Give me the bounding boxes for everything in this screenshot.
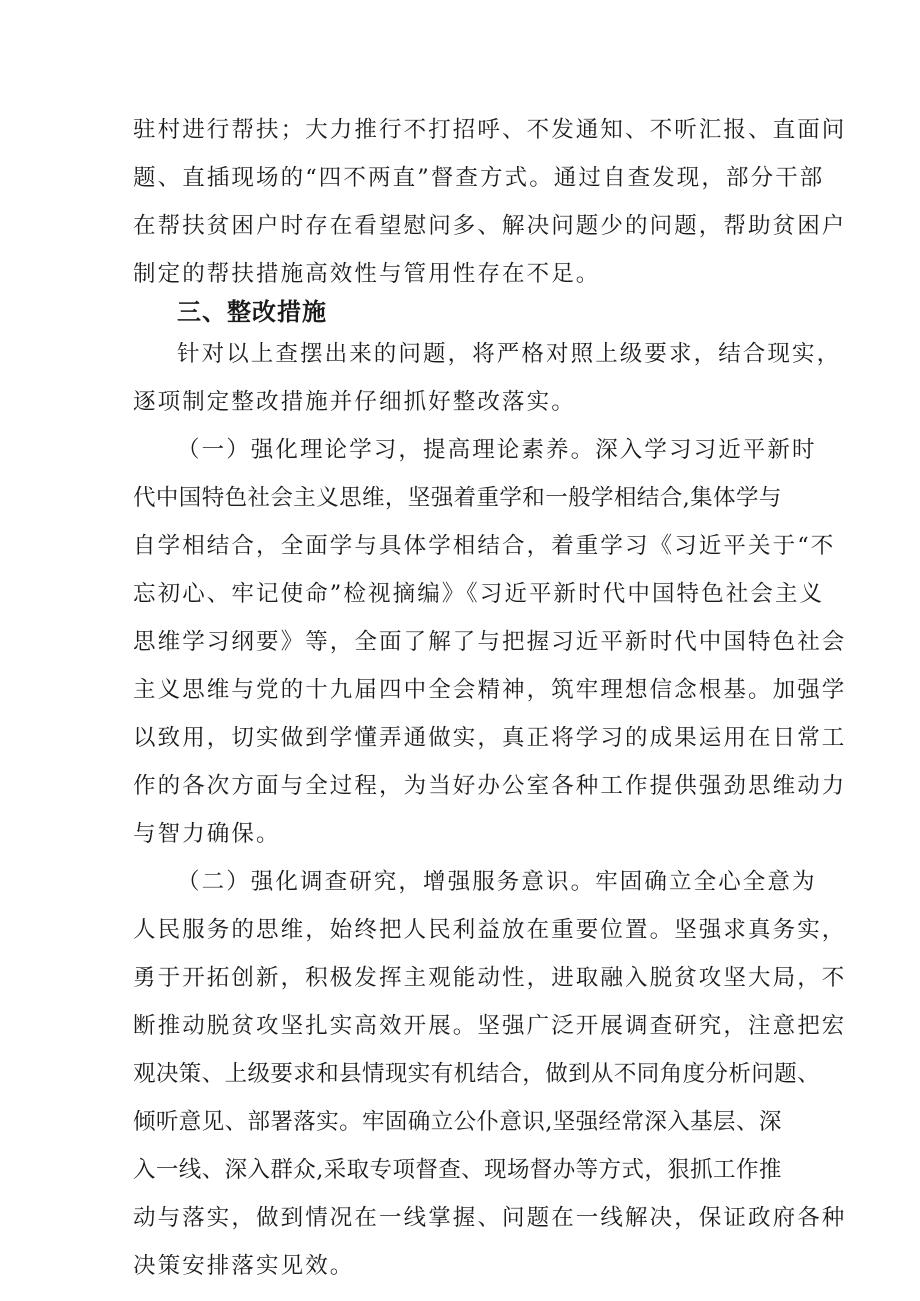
paragraph-line: 作的各次方面与全过程，为当好办公室各种工作提供强劲思维动力 [133, 773, 847, 799]
paragraph-line: 制定的帮扶措施高效性与管用性存在不足。 [133, 261, 601, 287]
paragraph-line: （二）强化调查研究，增强服务意识。牢固确立全心全意为 [177, 869, 817, 895]
paragraph-line: 忘初心、牢记使命”检视摘编》《习近平新时代中国特色社会主义 [133, 581, 825, 607]
paragraph-line: 在帮扶贫困户时存在看望慰问多、解决问题少的问题，帮助贫困户 [133, 213, 847, 239]
paragraph-line: 勇于开拓创新，积极发挥主观能动性，进取融入脱贫攻坚大局，不 [133, 965, 847, 991]
paragraph-line: 入一线、深入群众,采取专项督查、现场督办等方式，狠抓工作推 [133, 1157, 782, 1183]
paragraph-line: 逐项制定整改措施并仔细抓好整改落实。 [133, 389, 576, 415]
paragraph-line: 决策安排落实见效。 [133, 1253, 355, 1279]
paragraph-line: 与智力确保。 [133, 821, 281, 847]
paragraph-line: 题、直插现场的“四不两直”督查方式。通过自查发现，部分干部 [133, 165, 825, 191]
paragraph-line: 人民服务的思维，始终把人民利益放在重要位置。坚强求真务实， [133, 917, 847, 943]
paragraph-line: 思维学习纲要》等，全面了解了与把握习近平新时代中国特色社会 [133, 629, 847, 655]
paragraph-line: 自学相结合，全面学与具体学相结合，着重学习《习近平关于“不 [133, 533, 836, 559]
paragraph-line: 以致用，切实做到学懂弄通做实，真正将学习的成果运用在日常工 [133, 725, 847, 751]
paragraph-line: 观决策、上级要求和县情现实有机结合，做到从不同角度分析问题、 [133, 1061, 821, 1087]
paragraph-line: 倾听意见、部署落实。牢固确立公仆意识,坚强经常深入基层、深 [133, 1109, 782, 1135]
section-heading: 三、整改措施 [177, 298, 327, 326]
paragraph-line: 动与落实，做到情况在一线掌握、问题在一线解决，保证政府各种 [133, 1205, 847, 1231]
paragraph-line: 针对以上查摆出来的问题，将严格对照上级要求，结合现实， [177, 341, 842, 367]
paragraph-line: 驻村进行帮扶；大力推行不打招呼、不发通知、不听汇报、直面问 [133, 117, 847, 143]
paragraph-line: 断推动脱贫攻坚扎实高效开展。坚强广泛开展调查研究，注意把宏 [133, 1013, 847, 1039]
paragraph-line: 主义思维与党的十九届四中全会精神，筑牢理想信念根基。加强学 [133, 677, 847, 703]
paragraph-line: （一）强化理论学习，提高理论素养。深入学习习近平新时 [177, 437, 817, 463]
paragraph-line: 代中国特色社会主义思维，坚强着重学和一般学相结合,集体学与 [133, 485, 782, 511]
